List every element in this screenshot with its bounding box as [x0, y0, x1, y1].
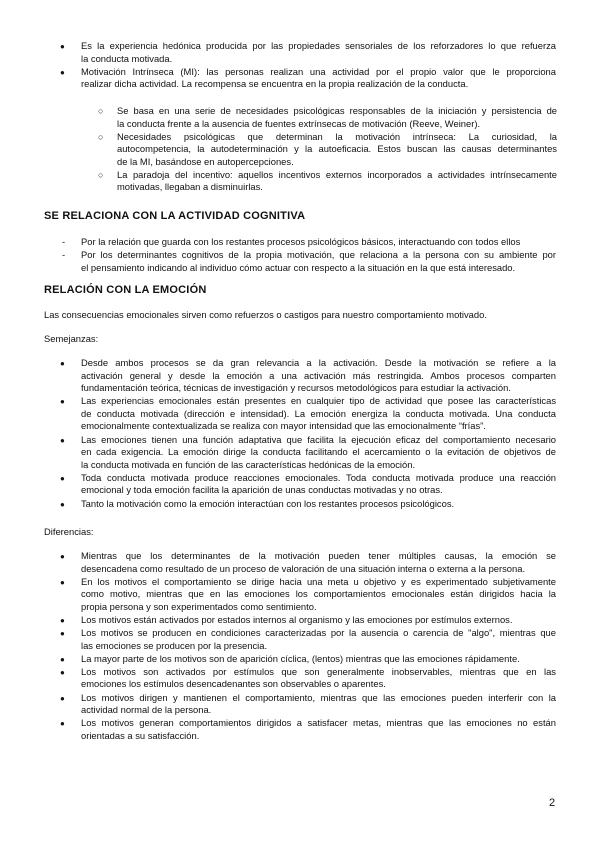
text-line: autocompetencia, la autodeterminación y la autoeficacia. Estos buscan las causas determinantes — [117, 143, 557, 155]
text-line: En los motivos el comportamiento se dirige hacia una meta u objetivo y es experimentado subjetivamente — [81, 575, 556, 587]
semejanza-item-marker: ● — [60, 359, 65, 368]
sub-bullet-item-marker: ○ — [98, 131, 104, 142]
text-line: Por los determinantes cognitivos de la propia motivación, que relaciona a la persona con su ambiente por — [81, 249, 556, 260]
text-line: desencadena como resultado de un proceso de valoración de una situación interna o externa a la persona. — [81, 562, 526, 574]
text-line: Tanto la motivación como la emoción interactúan con los restantes procesos psicológicos. — [81, 497, 455, 509]
diferencia-item-marker: ● — [60, 629, 65, 639]
semejanza-item — [81, 498, 556, 511]
text-line: la conducta motivada. — [81, 52, 173, 64]
text-line: emocional y toda emoción facilita la aparición de unas conductas motivadas y no otras. — [81, 484, 443, 496]
top-bullet-item-marker: ● — [60, 67, 65, 77]
top-bullet-item — [81, 40, 556, 65]
text-line: Por la relación que guarda con los restantes procesos psicológicos básicos, interactuando con todos ellos — [81, 236, 521, 247]
diferencia-item — [81, 692, 556, 717]
diferencia-item — [81, 717, 556, 742]
text-line: Se basa en una serie de necesidades psicológicas responsables de la iniciación y persistencia de — [117, 105, 557, 116]
section-heading-cognitiva: SE RELACIONA CON LA ACTIVIDAD COGNITIVA — [44, 210, 306, 222]
text-line: las emociones se producen por la presencia. — [81, 639, 268, 651]
diferencia-item — [81, 550, 556, 575]
text-line: como motivo, mientras que en las emociones los comportamientos emocionales están dirigidos hacia la — [81, 588, 556, 600]
diferencia-item-marker: ● — [60, 719, 65, 729]
cognitiva-item — [81, 236, 556, 249]
text-line: actividad normal de la persona. — [81, 704, 212, 716]
diferencia-item-marker: ● — [60, 577, 65, 587]
sub-bullet-item-marker: ○ — [98, 106, 104, 116]
diferencias-label: Diferencias: — [44, 526, 94, 537]
diferencia-item-marker: ● — [60, 693, 65, 703]
diferencia-item-marker: ● — [60, 667, 65, 677]
text-line: Mientras que los determinantes de la motivación pueden tener múltiples causas, la emoción se — [81, 550, 556, 561]
diferencia-item — [81, 576, 556, 614]
text-line: Los motivos dirigen y mantienen el comportamiento, mientras que las emociones pueden interferir con la — [81, 691, 556, 703]
diferencia-item-marker: ● — [60, 654, 65, 664]
top-bullet-item-marker: ● — [60, 42, 65, 51]
text-line: fundamentación teórica, técnicas de investigación y recursos metodológicos para estudiar la activación. — [81, 382, 511, 394]
semejanzas-label: Semejanzas: — [44, 333, 99, 344]
cognitiva-item — [81, 249, 556, 274]
text-line: de conducta motivada (dirección e intensidad). La emoción energiza la conducta motivada. Una conducta — [81, 407, 556, 419]
diferencia-item — [81, 614, 556, 627]
text-line: Los motivos se producen en condiciones caracterizadas por la ausencia o carencia de "algo", mientras que — [81, 627, 556, 639]
text-line: orientadas a su satisfacción. — [81, 729, 200, 741]
text-line: Toda conducta motivada produce reacciones emocionales. Toda conducta motivada produce una reacción — [81, 471, 556, 483]
dash-marker: - — [62, 249, 66, 260]
text-line: Los motivos son activados por estímulos que son generalmente inobservables, mientras que en las — [81, 665, 556, 677]
semejanza-item-marker: ● — [60, 397, 65, 407]
text-line: Las experiencias emocionales están presentes en cualquier tipo de actividad que posee las características — [81, 395, 556, 407]
text-line: motivadas, llegaban a disminuirlas. — [117, 181, 263, 193]
text-line: el pensamiento indicando al individuo cómo actuar con respecto a la situación en la que está interesado. — [81, 261, 516, 273]
sub-bullet-item-marker: ○ — [98, 169, 104, 180]
semejanza-item — [81, 434, 556, 472]
text-line: la conducta motivada en función de las características hedónicas de la emoción. — [81, 458, 416, 470]
text-line: Desde ambos procesos se da gran relevancia a la activación. Desde la motivación se refiere a la — [81, 357, 556, 368]
text-line: emocionalmente contextualizada se realiza con mayor intensidad que las emocionalmente “frías”. — [81, 420, 486, 432]
text-line: la conducta frente a la ausencia de fuentes extrínsecas de motivación (Reeve, Weiner). — [117, 117, 481, 129]
diferencia-item — [81, 627, 556, 652]
diferencia-item — [81, 653, 556, 666]
semejanza-item-marker: ● — [60, 473, 65, 483]
top-bullet-item — [81, 66, 556, 91]
semejanza-item — [81, 357, 556, 395]
text-line: Motivación Intrínseca (MI): las personas realizan una actividad por el propio valor que le proporciona — [81, 65, 556, 77]
diferencia-item-marker: ● — [60, 616, 65, 625]
diferencia-item-marker: ● — [60, 552, 65, 561]
text-line: activación general y desde la emoción a una activación más restringida. Ambos procesos comparten — [81, 369, 556, 381]
text-line: de la MI, basándose en autopercepciones. — [117, 155, 294, 167]
semejanza-item-marker: ● — [60, 435, 65, 445]
sub-bullet-item — [117, 105, 557, 130]
sub-bullet-item — [117, 169, 557, 194]
section-heading-emocion: RELACIÓN CON LA EMOCIÓN — [44, 284, 207, 296]
text-line: realizar dicha actividad. La recompensa se encuentra en la propia realización de la conducta. — [81, 78, 469, 90]
semejanza-item-marker: ● — [60, 499, 65, 509]
text-line: Es la experiencia hedónica producida por las propiedades sensoriales de los reforzadores lo que refuerza — [81, 40, 556, 51]
text-line: La mayor parte de los motivos son de aparición cíclica, (lentos) mientras que las emociones rápidamente. — [81, 652, 520, 664]
sub-bullet-item — [117, 131, 557, 169]
text-line: en cada exigencia. La emoción dirige la conducta facilitando el acercamiento o la evitación de objetivos de — [81, 446, 556, 458]
text-line: La paradoja del incentivo: aquellos incentivos externos incorporados a actividades intrínsecamente — [117, 168, 557, 180]
diferencia-item — [81, 666, 556, 691]
text-line: Las emociones tienen una función adaptativa que facilita la ejecución eficaz del comportamiento necesario — [81, 433, 556, 445]
text-line: Los motivos están activados por estados internos al organismo y las emociones por estímulos externos. — [81, 614, 513, 625]
text-line: propia persona y son experimentados como sentimiento. — [81, 600, 317, 612]
emocion-intro: Las consecuencias emocionales sirven como refuerzos o castigos para nuestro comportamiento motivado. — [44, 309, 487, 320]
text-line: emociones los estímulos desencadenantes son observables o aparentes. — [81, 678, 386, 690]
text-line: Necesidades psicológicas que determinan la motivación intrínseca: La curiosidad, la — [117, 130, 557, 142]
semejanza-item — [81, 395, 556, 433]
page-number: 2 — [549, 797, 556, 809]
text-line: Los motivos generan comportamientos dirigidos a satisfacer metas, mientras que las emociones no están — [81, 717, 556, 729]
semejanza-item — [81, 472, 556, 497]
dash-marker: - — [62, 236, 66, 247]
